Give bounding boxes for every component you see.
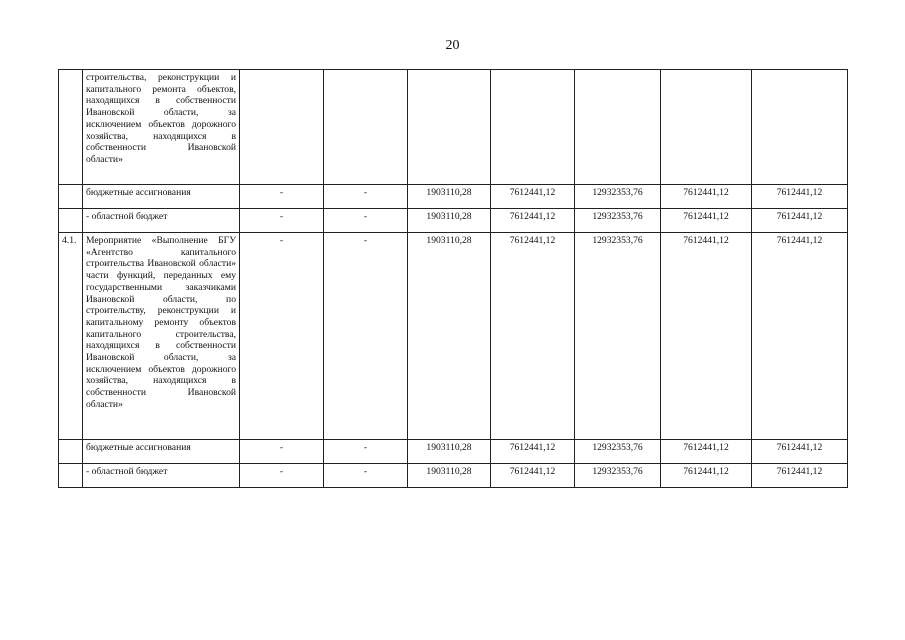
value-cell: 7612441,12 <box>661 233 752 440</box>
row-number <box>59 464 83 488</box>
row-name <box>83 70 240 185</box>
value-cell: 7612441,12 <box>491 464 575 488</box>
value-cell: 1903110,28 <box>408 209 491 233</box>
value-cell: - <box>240 209 324 233</box>
value-cell: - <box>240 233 324 440</box>
table-row <box>59 464 848 488</box>
value-cell: 7612441,12 <box>661 185 752 209</box>
value-cell: 7612441,12 <box>752 209 848 233</box>
value-cell: 12932353,76 <box>575 464 661 488</box>
value-cell <box>661 70 752 185</box>
row-name <box>83 233 240 440</box>
table-row <box>59 70 848 185</box>
value-cell <box>324 70 408 185</box>
value-cell: 7612441,12 <box>661 209 752 233</box>
value-cell <box>752 70 848 185</box>
page-number: 20 <box>445 38 460 53</box>
row-name-text: строительства, реконструкции и капитального ремонта объектов, находящихся в собственности Ивановской области, за исключением объектов дорожного хозяйства, находящихся в собственности Ивановской области» <box>86 72 236 165</box>
table-row <box>59 233 848 440</box>
value-cell: 7612441,12 <box>752 233 848 440</box>
row-name-text: Мероприятие «Выполнение БГУ «Агентство капитального строительства Ивановской области» части функций, переданных ему государственными заказчиками Ивановской области, по строительству, реконструкции и капитальному ремонту объектов капитального строительства, находящихся в собственности Ивановской области, за исключением объектов дорожного хозяйства, находящихся в собственности Ивановской области» <box>86 235 236 410</box>
value-cell: 12932353,76 <box>575 209 661 233</box>
value-cell: 7612441,12 <box>661 440 752 464</box>
value-cell: 7612441,12 <box>491 185 575 209</box>
value-cell: - <box>240 185 324 209</box>
value-cell: - <box>324 233 408 440</box>
value-cell: 7612441,12 <box>661 464 752 488</box>
value-cell: 12932353,76 <box>575 440 661 464</box>
value-cell: 1903110,28 <box>408 185 491 209</box>
value-cell: - <box>324 464 408 488</box>
row-number <box>59 185 83 209</box>
row-name: - областной бюджет <box>83 464 240 488</box>
row-number <box>59 209 83 233</box>
value-cell <box>491 70 575 185</box>
value-cell: 12932353,76 <box>575 185 661 209</box>
table-row <box>59 440 848 464</box>
value-cell: - <box>324 209 408 233</box>
value-cell: 7612441,12 <box>752 440 848 464</box>
value-cell <box>575 70 661 185</box>
value-cell: - <box>324 185 408 209</box>
value-cell <box>240 70 324 185</box>
value-cell: - <box>240 464 324 488</box>
row-name: бюджетные ассигнования <box>83 440 240 464</box>
budget-table <box>58 69 848 488</box>
row-number <box>59 440 83 464</box>
table-row <box>59 185 848 209</box>
row-name: бюджетные ассигнования <box>83 185 240 209</box>
value-cell: - <box>240 440 324 464</box>
row-number: 4.1. <box>59 233 83 440</box>
row-number <box>59 70 83 185</box>
value-cell: 7612441,12 <box>491 209 575 233</box>
value-cell: 1903110,28 <box>408 464 491 488</box>
row-name: - областной бюджет <box>83 209 240 233</box>
value-cell: 1903110,28 <box>408 233 491 440</box>
table-row <box>59 209 848 233</box>
value-cell <box>408 70 491 185</box>
value-cell: 7612441,12 <box>752 185 848 209</box>
value-cell: 1903110,28 <box>408 440 491 464</box>
value-cell: 7612441,12 <box>491 440 575 464</box>
value-cell: 7612441,12 <box>491 233 575 440</box>
value-cell: - <box>324 440 408 464</box>
value-cell: 7612441,12 <box>752 464 848 488</box>
value-cell: 12932353,76 <box>575 233 661 440</box>
